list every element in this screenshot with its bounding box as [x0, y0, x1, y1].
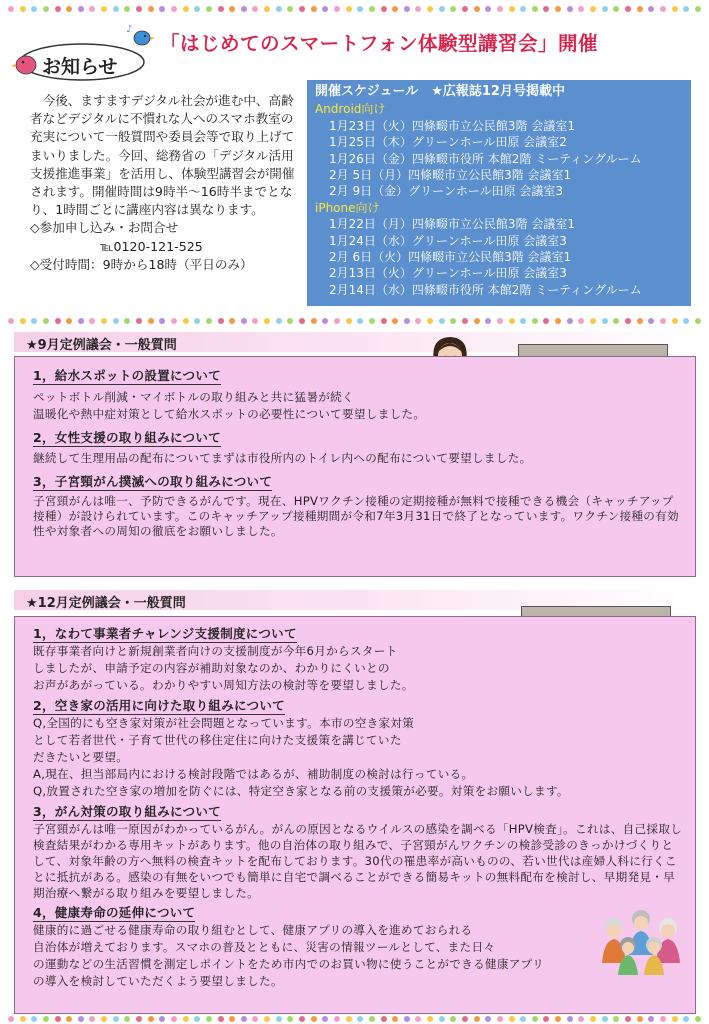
- border-dot: [450, 6, 456, 12]
- dec-q4-title: 4，健康寿命の延伸について: [33, 905, 196, 920]
- border-dot: [101, 318, 107, 324]
- border-dot: [427, 1016, 433, 1022]
- border-dot: [474, 1016, 480, 1022]
- september-heading: ★9月定例議会・一般質問: [14, 332, 696, 352]
- border-dot: [415, 318, 421, 324]
- border-dot: [439, 318, 445, 324]
- inquiry-label: ◇参加申し込み・お問合せ: [30, 220, 179, 236]
- phone-number: ℡0120-121-525: [100, 238, 203, 254]
- border-dot: [136, 1016, 142, 1022]
- border-dot: [241, 318, 247, 324]
- border-dot: [194, 1016, 200, 1022]
- border-dot: [590, 6, 596, 12]
- top-dot-border: [8, 4, 701, 14]
- svg-text:♪: ♪: [126, 24, 133, 35]
- dec-q3-text: 子宮頸がんは唯一原因がわかっているがん。がんの原因となるウイルスの感染を調べる「HPV検査」。これは、自己採取し検査結果がわかる専用キットがあります。他の自治体の取り組みで、子宮頸がんワクチンの検診受診のきっかけづくりとして、対象年齢の方へ無料の検査キットを配布しております。30代の罹患率が高いものの、若い世代は産婦人科に行くことに抵抗がある。感染の有無をいつでも簡単に自宅で調べることができる簡易キットの無料配布を検討し、早期発見・早期治療へ繋がる取り組みを要望しました。: [33, 822, 683, 900]
- border-dot: [241, 1016, 247, 1022]
- border-dot: [183, 318, 189, 324]
- schedule-panel: [307, 80, 691, 306]
- border-dot: [334, 6, 340, 12]
- border-dot: [532, 6, 538, 12]
- border-dot: [602, 6, 608, 12]
- border-dot: [532, 1016, 538, 1022]
- border-dot: [567, 318, 573, 324]
- border-dot: [369, 6, 375, 12]
- border-dot: [648, 6, 654, 12]
- border-dot: [450, 1016, 456, 1022]
- border-dot: [672, 6, 678, 12]
- border-dot: [89, 318, 95, 324]
- border-dot: [311, 318, 317, 324]
- border-dot: [159, 1016, 165, 1022]
- border-dot: [613, 318, 619, 324]
- border-dot: [148, 1016, 154, 1022]
- border-dot: [264, 1016, 270, 1022]
- border-dot: [392, 318, 398, 324]
- border-dot: [43, 318, 49, 324]
- border-dot: [252, 318, 258, 324]
- border-dot: [241, 6, 247, 12]
- december-heading: ★12月定例議会・一般質問: [14, 590, 696, 610]
- border-dot: [625, 318, 631, 324]
- border-dot: [695, 318, 701, 324]
- border-dot: [276, 1016, 282, 1022]
- border-dot: [462, 6, 468, 12]
- border-dot: [89, 6, 95, 12]
- border-dot: [218, 318, 224, 324]
- reception-hours: ◇受付時間：9時から18時（平日のみ）: [30, 256, 253, 272]
- border-dot: [660, 318, 666, 324]
- border-dot: [276, 318, 282, 324]
- border-dot: [124, 6, 130, 12]
- border-dot: [101, 6, 107, 12]
- sep-q3-text: 子宮頸がんは唯一、予防できるがんです。現在、HPVワクチン接種の定期接種が無料で接種できる機会（キャッチアップ接種）が設けられています。このキャッチアップ接種期間が令和7年3月31日で終了となっています。ワクチン接種の有効性や対象者への周知の徹底をお願いしました。: [33, 494, 679, 538]
- border-dot: [66, 6, 72, 12]
- border-dot: [171, 1016, 177, 1022]
- border-dot: [171, 318, 177, 324]
- border-dot: [567, 1016, 573, 1022]
- border-dot: [55, 318, 61, 324]
- border-dot: [672, 318, 678, 324]
- dec-q1-title: 1，なわて事業者チャレンジ支援制度について: [33, 626, 297, 641]
- border-dot: [136, 318, 142, 324]
- sep-q2-title: 2，女性支援の取り組みについて: [33, 430, 221, 445]
- border-dot: [613, 6, 619, 12]
- border-dot: [322, 6, 328, 12]
- border-dot: [148, 318, 154, 324]
- border-dot: [497, 1016, 503, 1022]
- dec-q1-text: 既存事業者向けと新規創業者向けの支援制度が今年6月からスタート しましたが、申請予定の内容が補助対象なのか、わかりにくいとの お声があがっている。わかりやすい周知方法の検討等を要望しました。: [33, 644, 414, 692]
- border-dot: [287, 6, 293, 12]
- border-dot: [78, 1016, 84, 1022]
- border-dot: [509, 1016, 515, 1022]
- border-dot: [613, 1016, 619, 1022]
- border-dot: [20, 318, 26, 324]
- border-dot: [543, 1016, 549, 1022]
- border-dot: [357, 6, 363, 12]
- border-dot: [66, 318, 72, 324]
- intro-paragraph: 今後、ますますデジタル社会が進む中、高齢者などデジタルに不慣れな人へのスマホ教室の充実について一般質問や委員会等で取り上げてまいりました。今回、総務省の「デジタル活用支援推進事業」を活用し、体験型講習会が開催されます。開催時間は9時半〜16時半までとなり、1時間ごとに講座内容は異なります。: [30, 93, 295, 218]
- border-dot: [346, 6, 352, 12]
- schedule-row: 1月25日（木）グリーンホール田原 会議室2: [329, 135, 567, 150]
- border-dot: [509, 318, 515, 324]
- border-dot: [462, 318, 468, 324]
- border-dot: [8, 1016, 14, 1022]
- intro-text: [30, 92, 295, 274]
- border-dot: [20, 1016, 26, 1022]
- border-dot: [334, 318, 340, 324]
- border-dot: [322, 318, 328, 324]
- border-dot: [683, 318, 689, 324]
- border-dot: [66, 1016, 72, 1022]
- border-dot: [171, 6, 177, 12]
- border-dot: [43, 1016, 49, 1022]
- border-dot: [427, 6, 433, 12]
- border-dot: [20, 6, 26, 12]
- border-dot: [124, 318, 130, 324]
- border-dot: [683, 6, 689, 12]
- border-dot: [148, 6, 154, 12]
- border-dot: [218, 1016, 224, 1022]
- middle-dot-border: [8, 316, 701, 326]
- border-dot: [532, 318, 538, 324]
- border-dot: [474, 6, 480, 12]
- schedule-row: 1月23日（火）四條畷市立公民館3階 会議室1: [329, 118, 575, 133]
- border-dot: [229, 6, 235, 12]
- border-dot: [369, 318, 375, 324]
- border-dot: [78, 318, 84, 324]
- border-dot: [648, 1016, 654, 1022]
- border-dot: [602, 1016, 608, 1022]
- border-dot: [55, 6, 61, 12]
- border-dot: [55, 1016, 61, 1022]
- border-dot: [555, 318, 561, 324]
- border-dot: [625, 6, 631, 12]
- september-box: [14, 356, 696, 577]
- border-dot: [625, 1016, 631, 1022]
- schedule-title: 開催スケジュール ★広報誌12月号掲載中: [315, 84, 565, 99]
- border-dot: [660, 6, 666, 12]
- border-dot: [311, 6, 317, 12]
- border-dot: [637, 1016, 643, 1022]
- border-dot: [392, 1016, 398, 1022]
- iphone-label: iPhone向け: [315, 200, 380, 215]
- border-dot: [252, 6, 258, 12]
- border-dot: [509, 6, 515, 12]
- border-dot: [590, 1016, 596, 1022]
- border-dot: [206, 318, 212, 324]
- border-dot: [78, 6, 84, 12]
- border-dot: [357, 318, 363, 324]
- border-dot: [555, 6, 561, 12]
- border-dot: [299, 1016, 305, 1022]
- border-dot: [334, 1016, 340, 1022]
- border-dot: [31, 6, 37, 12]
- border-dot: [287, 318, 293, 324]
- december-box: [14, 616, 696, 1014]
- border-dot: [183, 1016, 189, 1022]
- schedule-row: 2月 6日（火）四條畷市立公民館3階 会議室1: [329, 250, 572, 265]
- border-dot: [415, 6, 421, 12]
- border-dot: [311, 1016, 317, 1022]
- border-dot: [404, 318, 410, 324]
- border-dot: [543, 6, 549, 12]
- border-dot: [520, 1016, 526, 1022]
- border-dot: [299, 6, 305, 12]
- border-dot: [159, 6, 165, 12]
- border-dot: [648, 318, 654, 324]
- border-dot: [113, 318, 119, 324]
- border-dot: [31, 1016, 37, 1022]
- border-dot: [555, 1016, 561, 1022]
- border-dot: [462, 1016, 468, 1022]
- border-dot: [427, 318, 433, 324]
- border-dot: [590, 318, 596, 324]
- border-dot: [602, 318, 608, 324]
- border-dot: [578, 1016, 584, 1022]
- border-dot: [520, 318, 526, 324]
- border-dot: [415, 1016, 421, 1022]
- border-dot: [497, 318, 503, 324]
- border-dot: [159, 318, 165, 324]
- dec-q2-title: 2，空き家の活用に向けた取り組みについて: [33, 698, 285, 713]
- border-dot: [206, 1016, 212, 1022]
- border-dot: [672, 1016, 678, 1022]
- border-dot: [485, 6, 491, 12]
- border-dot: [322, 1016, 328, 1022]
- dec-q2-text: Q,全国的にも空き家対策が社会問題となっています。本市の空き家対策 として若者世代・子育て世代の移住定住に向けた支援策を講じていた だきたいと要望。 A,現在、担当部局内における検討段階ではあるが、補助制度の検討は行っている。 Q,放置された空き家の増加を防ぐには、特定空き家となる前の支援策が必要。対策をお願いします。: [33, 716, 569, 798]
- border-dot: [252, 1016, 258, 1022]
- border-dot: [183, 6, 189, 12]
- sep-q2-text: 継続して生理用品の配布についてまずは市役所内のトイレ内への配布について要望しました。: [33, 451, 532, 465]
- border-dot: [497, 6, 503, 12]
- border-dot: [218, 6, 224, 12]
- sep-q1-title: 1，給水スポットの設置について: [33, 368, 221, 383]
- border-dot: [206, 6, 212, 12]
- border-dot: [520, 6, 526, 12]
- border-dot: [578, 6, 584, 12]
- page-headline: 「はじめてのスマートフォン体験型講習会」開催: [160, 32, 599, 55]
- border-dot: [113, 1016, 119, 1022]
- border-dot: [439, 1016, 445, 1022]
- schedule-row: 2月14日（水）四條畷市役所 本館2階 ミーティングルーム: [329, 282, 642, 297]
- border-dot: [8, 318, 14, 324]
- schedule-row: 2月 5日（月）四條畷市立公民館3階 会議室1: [329, 168, 572, 183]
- border-dot: [683, 1016, 689, 1022]
- border-dot: [381, 318, 387, 324]
- border-dot: [43, 6, 49, 12]
- border-dot: [404, 1016, 410, 1022]
- border-dot: [404, 6, 410, 12]
- border-dot: [31, 318, 37, 324]
- border-dot: [439, 6, 445, 12]
- border-dot: [381, 6, 387, 12]
- border-dot: [101, 1016, 107, 1022]
- border-dot: [450, 318, 456, 324]
- border-dot: [369, 1016, 375, 1022]
- border-dot: [543, 318, 549, 324]
- border-dot: [357, 1016, 363, 1022]
- schedule-row: 1月26日（金）四條畷市役所 本館2階 ミーティングルーム: [329, 151, 642, 166]
- oshirase-badge: [10, 18, 160, 88]
- border-dot: [346, 318, 352, 324]
- badge-label: お知らせ: [42, 56, 118, 78]
- schedule-row: 2月13日（火）グリーンホール田原 会議室3: [329, 266, 567, 281]
- border-dot: [264, 318, 270, 324]
- border-dot: [113, 6, 119, 12]
- border-dot: [136, 6, 142, 12]
- border-dot: [567, 6, 573, 12]
- border-dot: [381, 1016, 387, 1022]
- android-label: Android向け: [315, 102, 386, 117]
- border-dot: [229, 1016, 235, 1022]
- seniors-illustration: [596, 905, 686, 975]
- border-dot: [299, 318, 305, 324]
- border-dot: [8, 6, 14, 12]
- border-dot: [578, 318, 584, 324]
- border-dot: [346, 1016, 352, 1022]
- border-dot: [194, 318, 200, 324]
- border-dot: [276, 6, 282, 12]
- border-dot: [637, 318, 643, 324]
- schedule-row: 2月 9日（金）グリーンホール田原 会議室3: [329, 184, 564, 199]
- border-dot: [695, 6, 701, 12]
- border-dot: [194, 6, 200, 12]
- border-dot: [637, 6, 643, 12]
- border-dot: [485, 1016, 491, 1022]
- border-dot: [695, 1016, 701, 1022]
- border-dot: [485, 318, 491, 324]
- border-dot: [287, 1016, 293, 1022]
- dec-q3-title: 3，がん対策の取り組みについて: [33, 804, 221, 819]
- border-dot: [229, 318, 235, 324]
- dec-q4-text: 健康的に過ごせる健康寿命の取り組むとして、健康アプリの導入を進めておられる 自治体が増えております。スマホの普及とともに、災害の情報ツールとして、また日々 の運動などの生活習慣を測定しポイントをため市内でのお買い物に使うことができる健康アプリ の導入を検討していただくよう要望しました。: [33, 923, 544, 988]
- border-dot: [474, 318, 480, 324]
- sep-q3-title: 3，子宮頸がん撲滅への取り組みについて: [33, 474, 273, 489]
- border-dot: [660, 1016, 666, 1022]
- schedule-row: 1月22日（月）四條畷市立公民館3階 会議室1: [329, 217, 575, 232]
- border-dot: [89, 1016, 95, 1022]
- bottom-dot-border: [8, 1014, 701, 1024]
- sep-q1-text: ペットボトル削減・マイボトルの取り組みと共に猛暑が続く 温暖化や熱中症対策として給水スポットの必要性について要望しました。: [33, 390, 426, 421]
- schedule-row: 1月24日（水）グリーンホール田原 会議室3: [329, 233, 567, 248]
- seniors-icon: [596, 905, 686, 975]
- border-dot: [264, 6, 270, 12]
- border-dot: [124, 1016, 130, 1022]
- border-dot: [392, 6, 398, 12]
